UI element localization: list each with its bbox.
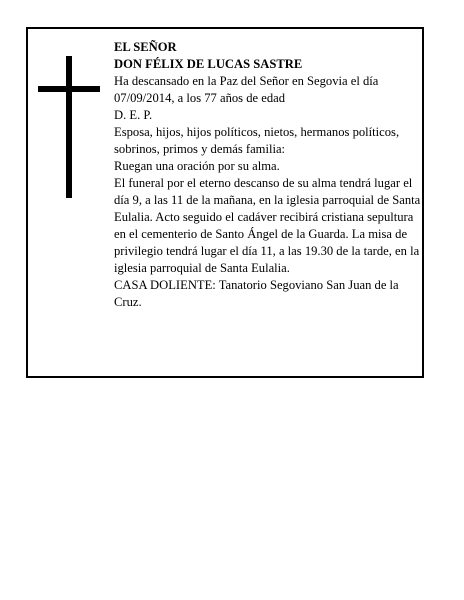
cross-horizontal-bar [38,86,100,92]
funeral-details: El funeral por el eterno descanso de su alma tendrá lugar el día 9, a las 11 de la mañana, en la iglesia parroquial de Santa Eulalia. Acto seguido el cadáver recibirá cristiana sepultura en el cementerio de Santo Ángel de la Guarda. La misa de privilegio tendrá lugar el día 11, a las 19.30 de la tarde, en la iglesia parroquial de Santa Eulalia. [114,176,421,275]
obituary-notice [26,27,424,378]
dep-line: D. E. P. [114,108,153,122]
deceased-name: DON FÉLIX DE LUCAS SASTRE [114,57,303,71]
casa-doliente: CASA DOLIENTE: Tanatorio Segoviano San Juan de la Cruz. [114,278,399,309]
notice-title-line1: EL SEÑOR [114,40,177,54]
cross-vertical-bar [66,56,72,198]
death-statement: Ha descansado en la Paz del Señor en Segovia el día 07/09/2014, a los 77 años de edad [114,74,379,105]
prayer-request: Ruegan una oración por su alma. [114,159,280,173]
family-line: Esposa, hijos, hijos políticos, nietos, hermanos políticos, sobrinos, primos y demás familia: [114,125,400,156]
notice-text [114,39,424,311]
latin-cross-icon [38,56,100,198]
